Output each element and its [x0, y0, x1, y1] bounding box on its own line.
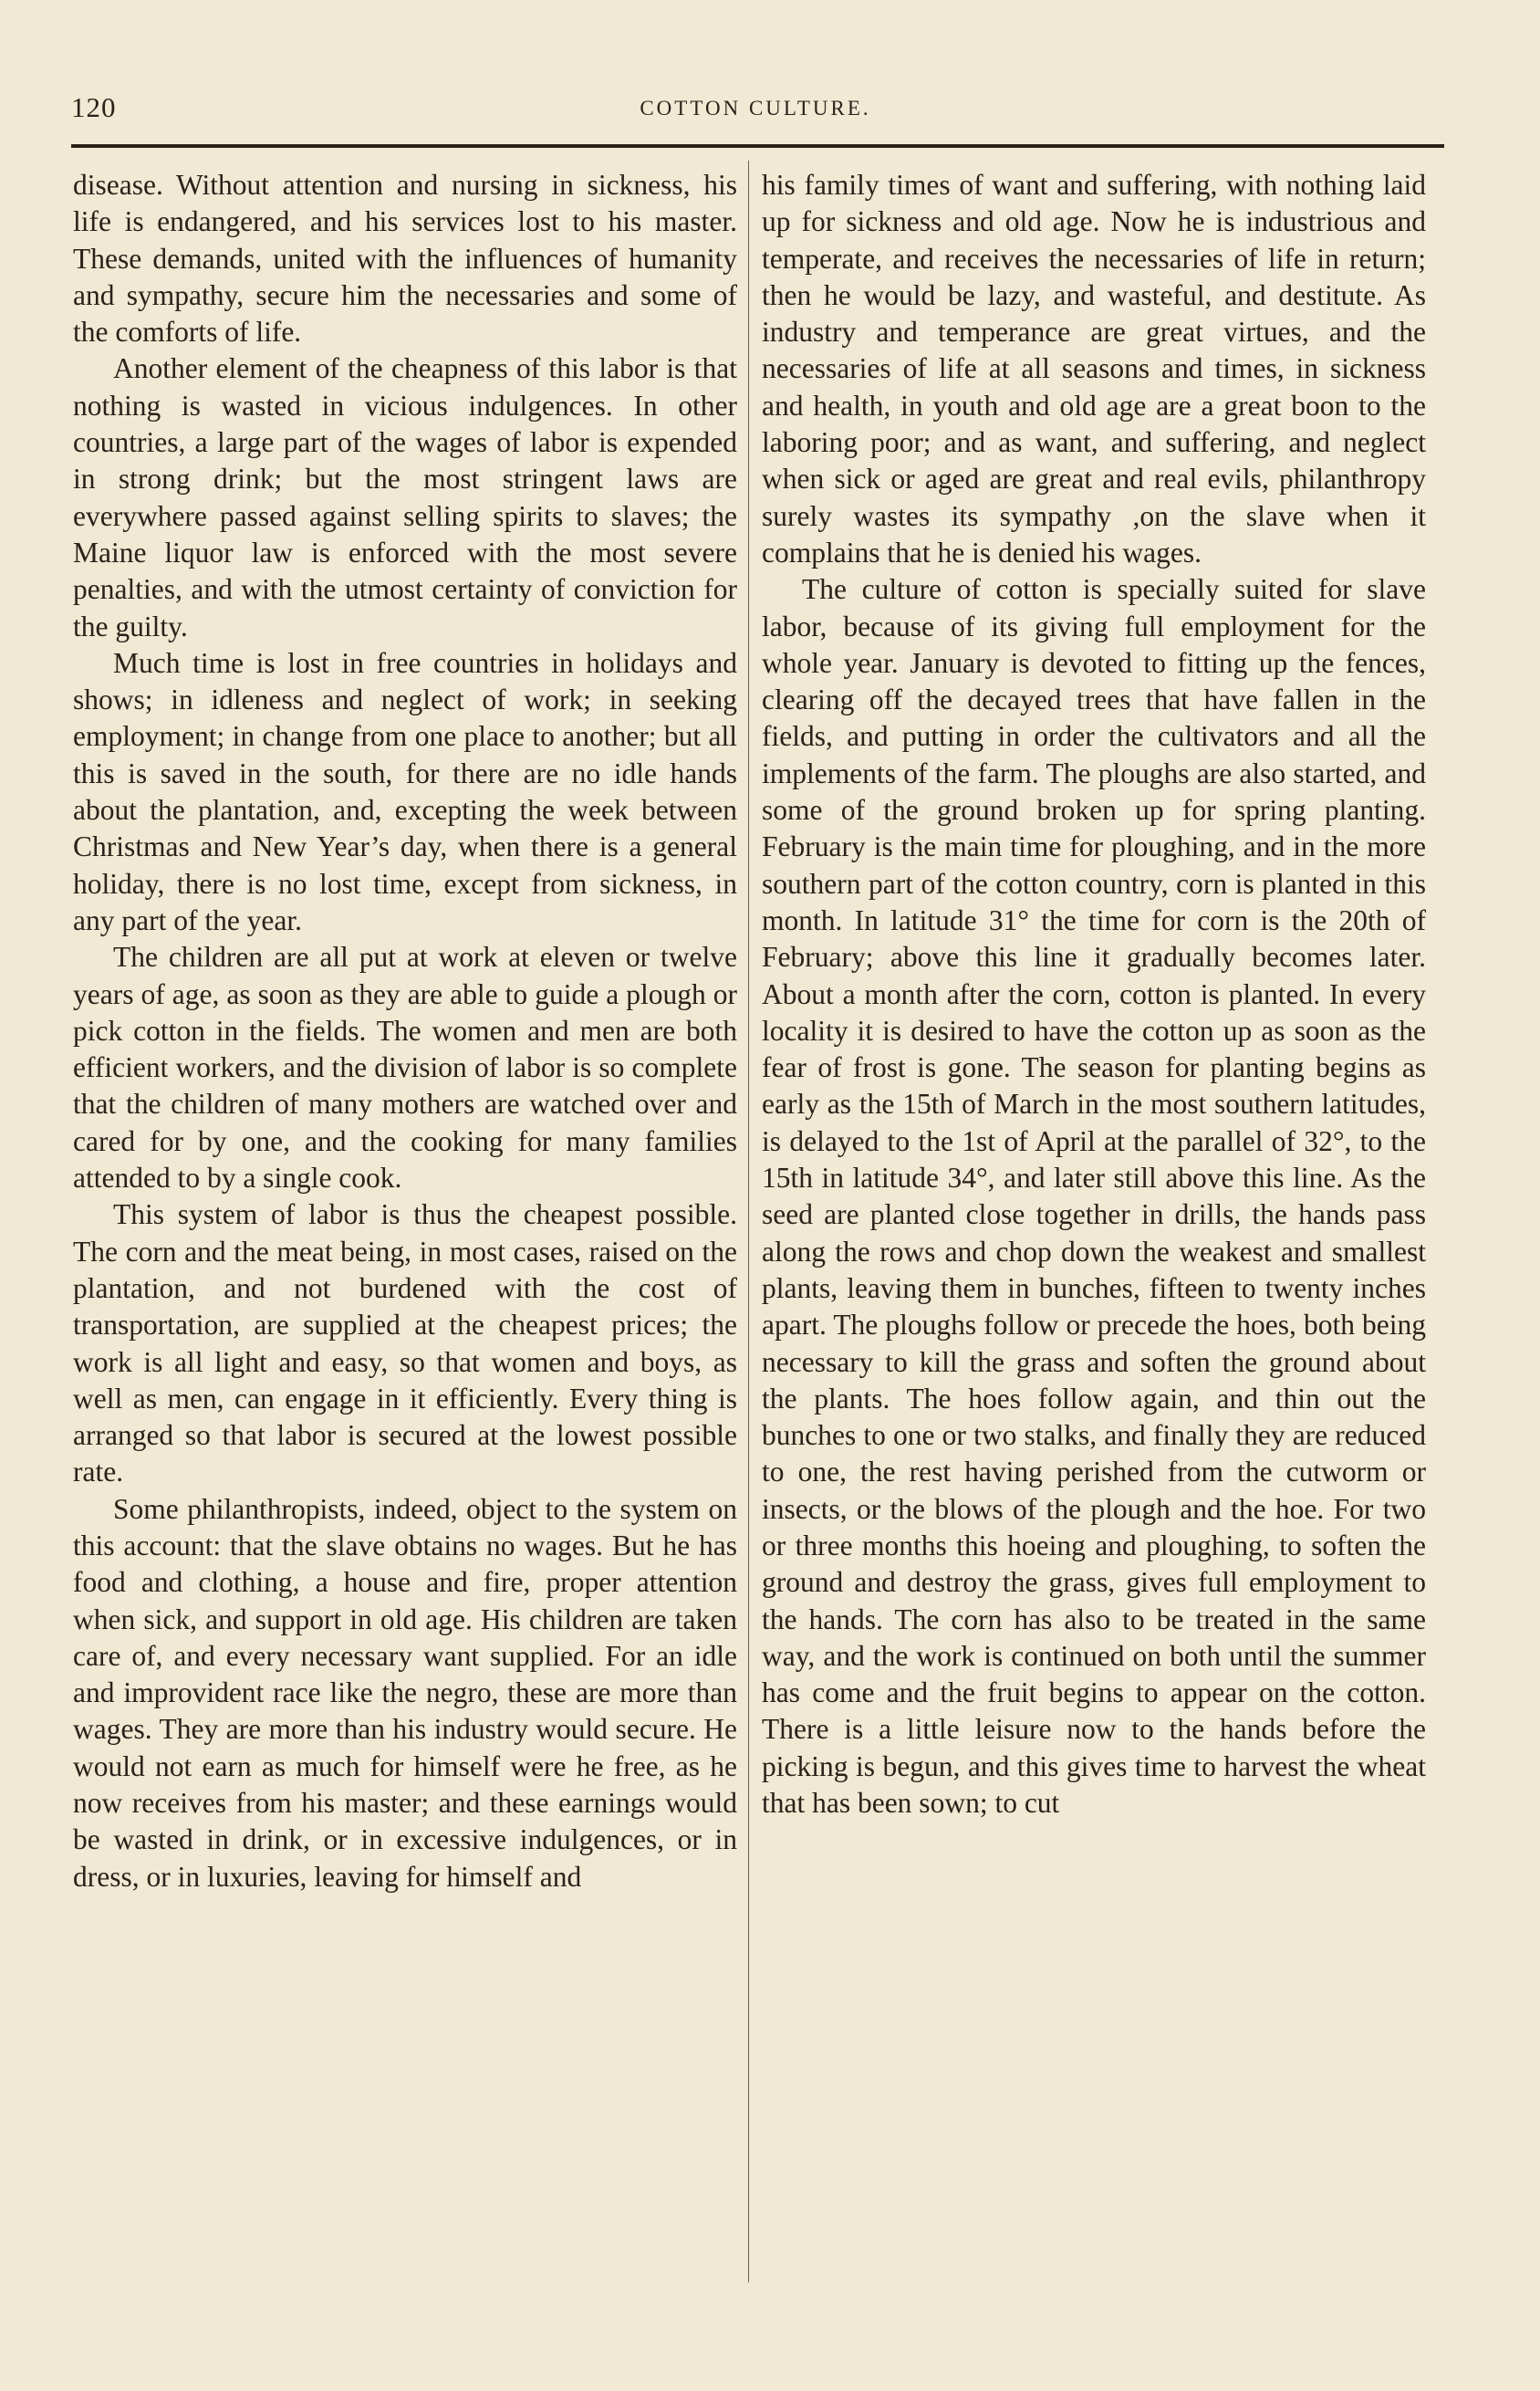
paragraph: disease. Without attention and nursing in sickness, his life is endangered, and his services lost to his master. These demands, united with the influences of humanity and sympathy, secure him the necessaries and some of the comforts of life. — [73, 169, 737, 349]
paragraph: Much time is lost in free countries in holidays and shows; in idleness and neglect of work; in seeking employment; in change from one place to another; but all this is saved in the south, for there are no idle hands about the plantation, and, excepting the week between Christmas and New Year’s day, when there is a general holiday, there is no lost time, except from sickness, in any part of the year. — [73, 646, 737, 936]
header-rule — [71, 144, 1444, 148]
paragraph: Some philanthropists, indeed, object to the system on this account: that the slave obtains no wages. But he has food and clothing, a house and fire, proper attention when sick, and support in old age. His children are taken care of, and every necessary want supplied. For an idle and improvident race like the negro, these are more than wages. They are more than his industry would secure. He would not earn as much for himself were he free, as he now receives from his master; and these earnings would be wasted in drink, or in excessive indulgences, or in dress, or in luxuries, leaving for himself and — [73, 1492, 737, 1893]
page-number: 120 — [71, 91, 117, 123]
page-header — [71, 88, 1440, 131]
paragraph: This system of labor is thus the cheapest possible. The corn and the meat being, in most cases, raised on the plantation, and not burdened with the cost of transportation, are supplied at the cheapest prices; the work is all light and easy, so that women and boys, as well as men, can engage in it efficiently. Every thing is arranged so that labor is secured at the lowest possible rate. — [73, 1198, 737, 1488]
paragraph: The culture of cotton is specially suited for slave labor, because of its giving full employment for the whole year. January is devoted to fitting up the fences, clearing off the decayed trees that have fallen in the fields, and putting in order the cultivators and all the implements of the farm. The ploughs are also started, and some of the ground broken up for spring planting. February is the main time for ploughing, and in the more southern part of the cotton country, corn is planted in this month. In latitude 31° the time for corn is the 20th of February; above this line it gradually becomes later. About a month after the corn, cotton is planted. In every locality it is desired to have the cotton up as soon as the fear of frost is gone. The season for planting begins as early as the 15th of March in the most southern latitudes, is delayed to the 1st of April at the parallel of 32°, to the 15th in latitude 34°, and later still above this line. As the seed are planted close together in drills, the hands pass along the rows and chop down the weakest and smallest plants, leaving them in bunches, fifteen to twenty inches apart. The ploughs follow or precede the hoes, both being necessary to kill the grass and soften the ground about the plants. The hoes follow again, and thin out the bunches to one or two stalks, and finally they are reduced to one, the rest having perished from the cutworm or insects, or the blows of the plough and the hoe. For two or three months this hoeing and ploughing, to soften the ground and destroy the grass, gives full employment to the hands. The corn has also to be treated in the same way, and the work is continued on both until the summer has come and the fruit begins to appear on the cotton. There is a little leisure now to the hands before the picking is begun, and this gives time to harvest the wheat that has been sown; to cut — [762, 573, 1426, 1820]
paragraph: The children are all put at work at eleven or twelve years of age, as soon as they are able to guide a plough or pick cotton in the fields. The women and men are both efficient workers, and the division of labor is so complete that the children of many mothers are watched over and cared for by one, and the cooking for many families attended to by a single cook. — [73, 941, 737, 1195]
left-column — [73, 167, 737, 1895]
paragraph: his family times of want and suffering, with nothing laid up for sickness and old age. Now he is industrious and temperate, and receives the necessaries of life in return; then he would be lazy, and wasteful, and destitute. As industry and temperance are great virtues, and the necessaries of life at all seasons and times, in sickness and health, in youth and old age are a great boon to the laboring poor; and as want, and suffering, and neglect when sick or aged are great and real evils, philanthropy surely wastes its sympathy ,on the slave when it complains that he is denied his wages. — [762, 169, 1426, 569]
paragraph: Another element of the cheapness of this labor is that nothing is wasted in vicious indulgences. In other countries, a large part of the wages of labor is expended in strong drink; but the most stringent laws are everywhere passed against selling spirits to slaves; the Maine liquor law is enforced with the most severe penalties, and with the utmost certainty of conviction for the guilty. — [73, 352, 737, 642]
right-column — [762, 167, 1426, 1822]
column-divider — [748, 161, 749, 2282]
running-title: COTTON CULTURE. — [640, 97, 871, 120]
